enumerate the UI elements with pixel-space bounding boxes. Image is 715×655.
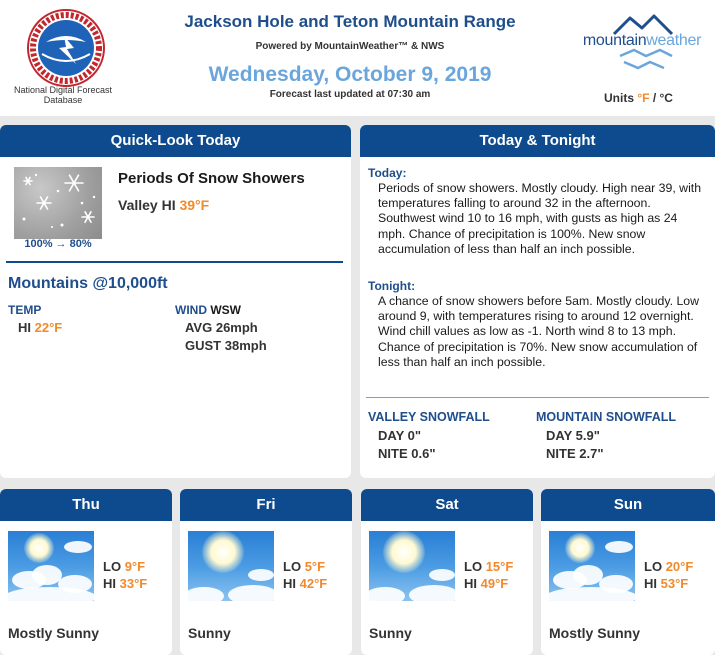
lo-value: 15°F <box>485 559 514 574</box>
wind-avg-value: 26mph <box>215 320 258 335</box>
lo-value: 20°F <box>665 559 694 574</box>
forecast-day: Sun <box>541 489 715 521</box>
today-tonight-title: Today & Tonight <box>360 125 715 157</box>
forecast-desc: Sunny <box>188 625 231 641</box>
wordmark-part1: mountain <box>582 32 647 49</box>
wind-gust-value: 38mph <box>224 338 267 353</box>
tonight-text: A chance of snow showers before 5am. Mostly cloudy. Low around 9, with temperatures rising to around 12 overnight. Wind chill values as low as -1. North wind 8 to 13 mph. Chance of precipitation is 70%. New snow accumulation of less than half an inch possible. <box>378 294 700 369</box>
last-updated: Forecast last updated at 07:30 am <box>269 89 431 100</box>
today-label: Today: <box>368 166 407 180</box>
valley-snowfall-nite <box>378 446 436 461</box>
forecast-hi <box>644 576 688 591</box>
forecast-day: Thu <box>0 489 172 521</box>
units-separator: / <box>649 91 660 105</box>
units-f[interactable]: °F <box>637 91 650 105</box>
mountains-title: Mountains @10,000ft <box>8 275 168 292</box>
nws-caption: National Digital Forecast Database <box>13 85 113 105</box>
mountain-temp-hi <box>18 320 62 335</box>
mountain-day-value: 5.9" <box>575 428 600 443</box>
units-toggle[interactable] <box>604 91 673 105</box>
today-tonight-panel <box>360 125 715 478</box>
wind-direction: WSW <box>210 303 241 317</box>
hi-value: 42°F <box>299 576 328 591</box>
sunny-icon <box>188 531 274 601</box>
mountain-day-label: DAY <box>546 428 573 443</box>
mountain-snowfall-label: MOUNTAIN SNOWFALL <box>536 410 677 424</box>
lo-label: LO <box>644 559 663 574</box>
units-c[interactable]: °C <box>659 91 673 105</box>
forecast-date: Wednesday, October 9, 2019 <box>208 63 492 86</box>
snow-showers-icon <box>14 167 102 239</box>
wind-gust <box>185 338 267 353</box>
forecast-lo <box>283 559 325 574</box>
forecast-card-fri[interactable] <box>180 489 352 655</box>
units-label: Units <box>604 91 634 105</box>
forecast-lo <box>644 559 693 574</box>
forecast-day: Sat <box>361 489 533 521</box>
forecast-card-sun[interactable] <box>541 489 715 655</box>
valley-day-label: DAY <box>378 428 405 443</box>
mostly-sunny-icon <box>549 531 635 601</box>
lo-value: 9°F <box>124 559 146 574</box>
temp-label: TEMP <box>8 303 42 317</box>
valley-nite-value: 0.6" <box>411 446 436 461</box>
hi-value: 49°F <box>480 576 509 591</box>
valley-hi-label: Valley HI <box>118 197 176 213</box>
lo-value: 5°F <box>304 559 326 574</box>
page-title: Jackson Hole and Teton Mountain Range <box>184 12 516 31</box>
forecast-hi <box>103 576 147 591</box>
precip-chance: 100% → 80% <box>24 238 92 250</box>
mountain-snowfall-nite <box>546 446 604 461</box>
lo-label: LO <box>283 559 302 574</box>
temp-hi-value: 22°F <box>34 320 63 335</box>
forecast-desc: Mostly Sunny <box>8 625 100 641</box>
wind-label-text: WIND <box>175 303 207 317</box>
lo-label: LO <box>464 559 483 574</box>
valley-hi <box>118 197 209 213</box>
condition-text: Periods Of Snow Showers <box>118 170 305 187</box>
mostly-sunny-icon <box>8 531 94 601</box>
temp-hi-label: HI <box>18 320 31 335</box>
page-header <box>0 0 715 116</box>
valley-nite-label: NITE <box>378 446 408 461</box>
mountainweather-wordmark[interactable] <box>580 32 704 50</box>
hi-value: 53°F <box>660 576 689 591</box>
tonight-label: Tonight: <box>368 279 416 293</box>
forecast-day: Fri <box>180 489 352 521</box>
hi-label: HI <box>283 576 296 591</box>
quicklook-panel <box>0 125 351 478</box>
divider <box>6 261 343 263</box>
wind-label <box>175 303 241 317</box>
valley-snowfall-day <box>378 428 421 443</box>
mountain-nite-label: NITE <box>546 446 576 461</box>
forecast-desc: Mostly Sunny <box>549 625 641 641</box>
forecast-card-sat[interactable] <box>361 489 533 655</box>
divider <box>366 397 709 398</box>
hi-value: 33°F <box>119 576 148 591</box>
sunny-icon <box>369 531 455 601</box>
forecast-hi <box>283 576 327 591</box>
hi-label: HI <box>644 576 657 591</box>
wind-avg <box>185 320 258 335</box>
forecast-card-thu[interactable] <box>0 489 172 655</box>
valley-hi-value: 39°F <box>179 197 210 213</box>
wordmark-part2: weather <box>646 32 702 49</box>
valley-day-value: 0" <box>407 428 422 443</box>
hi-label: HI <box>464 576 477 591</box>
lo-label: LO <box>103 559 122 574</box>
mountain-snowfall-day <box>546 428 600 443</box>
powered-by: Powered by MountainWeather™ & NWS <box>255 41 445 52</box>
quicklook-title: Quick-Look Today <box>0 125 351 157</box>
valley-snowfall-label: VALLEY SNOWFALL <box>368 410 490 424</box>
nws-logo-icon <box>26 8 106 88</box>
wind-gust-label: GUST <box>185 338 222 353</box>
today-text: Periods of snow showers. Mostly cloudy. High near 39, with temperatures falling to around 32 in the afternoon. Southwest wind 10 to 16 mph, with gusts as high as 24 mph. Chance of precipitation is 100%. New snow accumulation of less than half an inch possible. <box>378 181 702 256</box>
forecast-desc: Sunny <box>369 625 412 641</box>
wind-avg-label: AVG <box>185 320 213 335</box>
mountain-nite-value: 2.7" <box>579 446 604 461</box>
forecast-lo <box>464 559 513 574</box>
hi-label: HI <box>103 576 116 591</box>
forecast-lo <box>103 559 145 574</box>
forecast-hi <box>464 576 508 591</box>
